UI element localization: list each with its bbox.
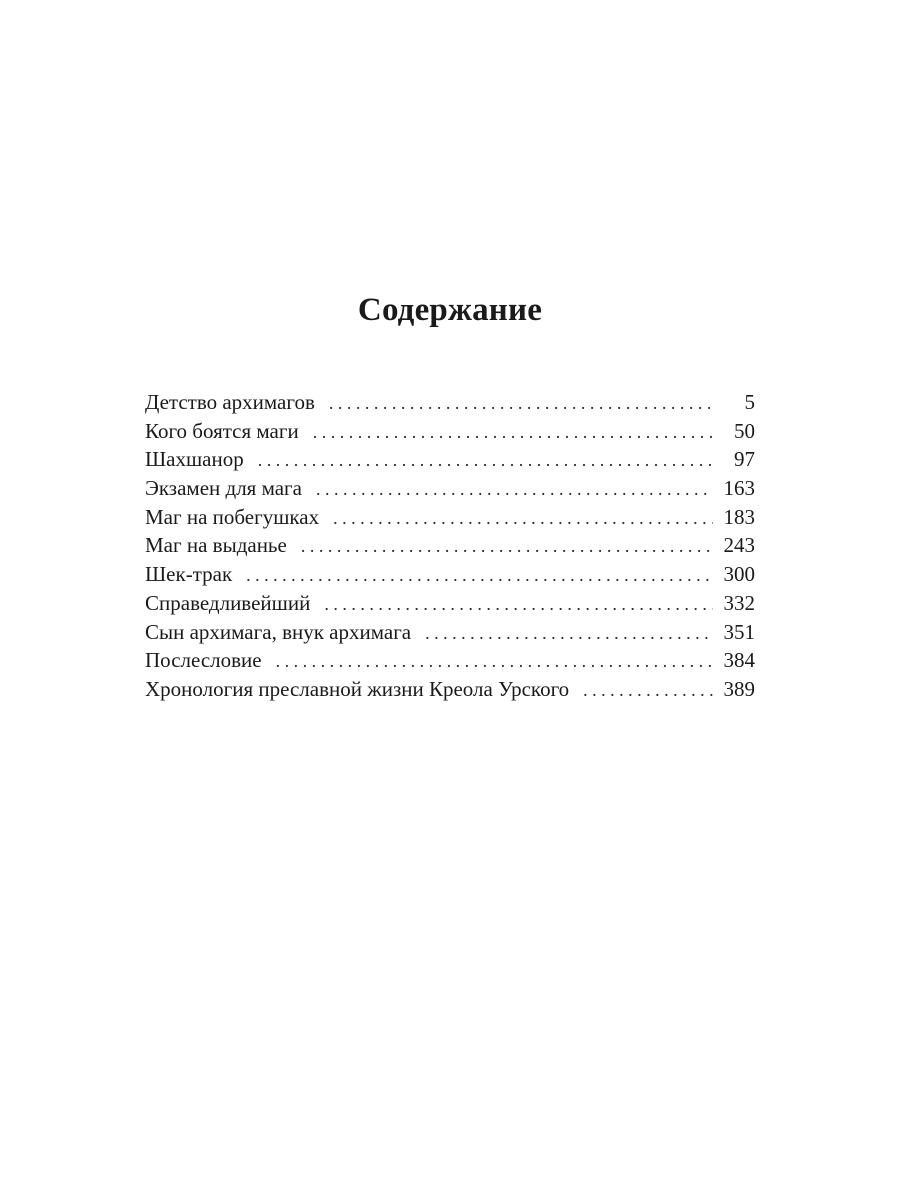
toc-entry-page-number: 384 [723, 648, 755, 673]
toc-entry-page-number: 332 [723, 590, 755, 615]
toc-entry-page-number: 50 [734, 418, 755, 443]
toc-entry-title: Кого боятся маги [145, 418, 299, 443]
toc-entry-title: Детство архимагов [145, 390, 315, 414]
toc-entry-page-number: 300 [723, 562, 755, 587]
toc-entry-page-number: 389 [723, 676, 755, 701]
toc-entry-page-number: 243 [723, 533, 755, 558]
toc-entry-title: Маг на выданье [145, 533, 287, 558]
toc-entry [145, 589, 755, 618]
dot-leader [276, 647, 713, 676]
toc-entry-page-number: 97 [734, 447, 755, 472]
dot-leader [425, 619, 713, 648]
toc-entry-page-number: 5 [744, 390, 755, 414]
toc-entry-title: Маг на побегушках [145, 504, 320, 529]
toc-entry [145, 388, 755, 417]
toc-entry-title: Сын архимага, внук архимага [145, 619, 412, 644]
toc-entry [145, 445, 755, 474]
toc-entry [145, 646, 755, 675]
table-of-contents [145, 388, 755, 704]
dot-leader [583, 676, 713, 705]
dot-leader [333, 504, 713, 533]
page-title: Содержание [357, 292, 543, 328]
toc-entry-page-number: 163 [723, 476, 755, 501]
dot-leader [301, 532, 713, 561]
toc-entry-title: Шек-трак [145, 562, 233, 587]
toc-entry-page-number: 183 [723, 504, 755, 529]
toc-entry-title: Экзамен для мага [145, 476, 302, 501]
toc-entry-title: Послесловие [145, 648, 262, 673]
dot-leader [316, 475, 713, 504]
toc-entry [145, 618, 755, 647]
toc-entry [145, 417, 755, 446]
dot-leader [246, 561, 713, 590]
dot-leader [313, 418, 713, 447]
toc-entry-page-number: 351 [723, 619, 755, 644]
toc-entry-title: Хронология преславной жизни Креола Урского [145, 676, 570, 701]
dot-leader [324, 590, 713, 619]
dot-leader [329, 389, 713, 418]
toc-entry [145, 675, 755, 704]
toc-entry [145, 474, 755, 503]
toc-entry-title: Шахшанор [145, 447, 244, 472]
toc-entry [145, 503, 755, 532]
toc-entry [145, 531, 755, 560]
toc-entry [145, 560, 755, 589]
dot-leader [258, 446, 713, 475]
toc-entry-title: Справедливейший [145, 590, 311, 615]
